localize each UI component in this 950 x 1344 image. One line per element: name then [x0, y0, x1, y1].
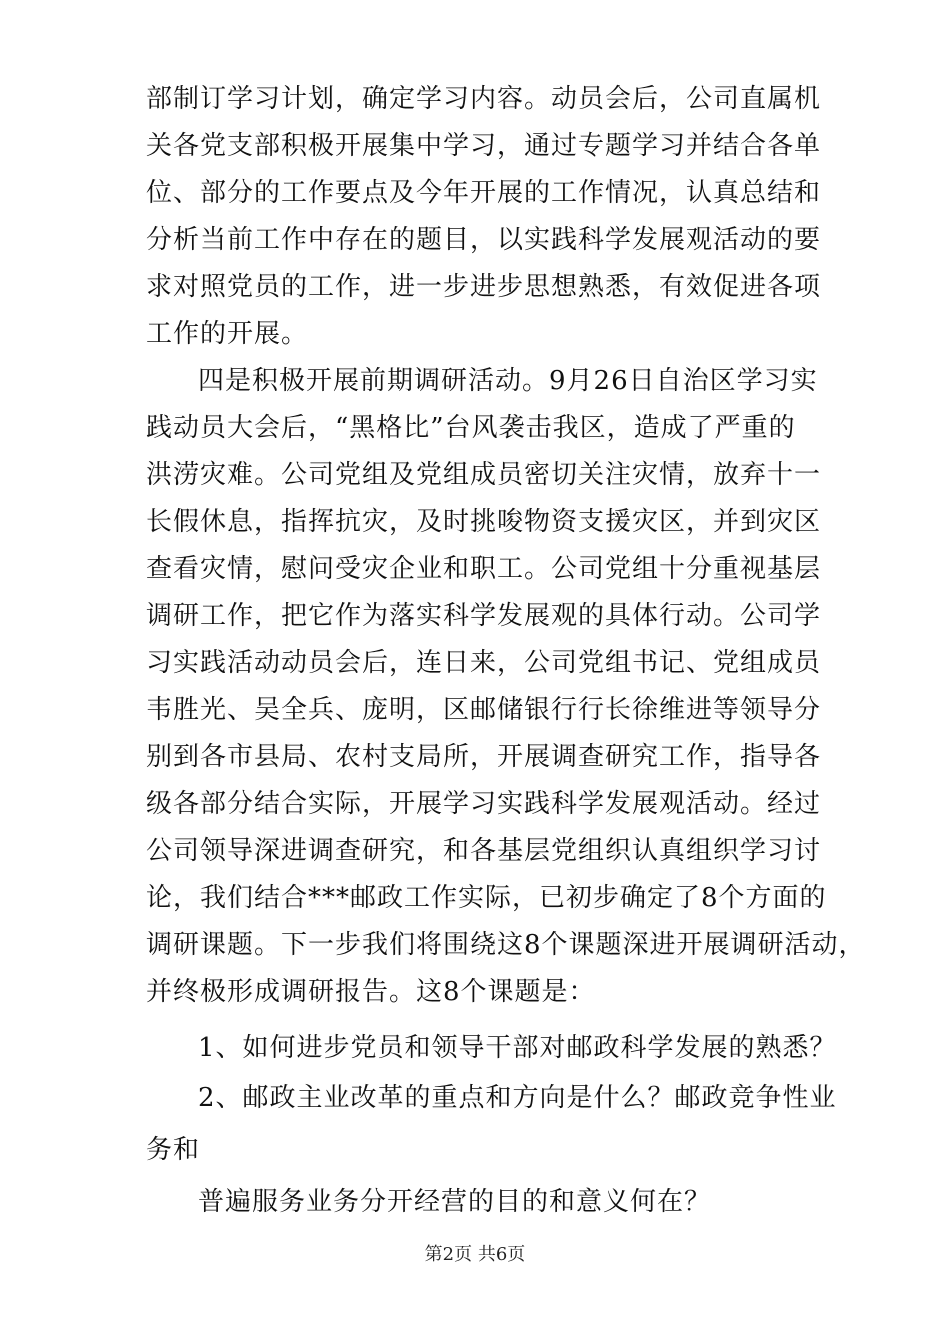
paragraph-line: 位、部分的工作要点及今年开展的工作情况，认真总结和: [146, 178, 822, 208]
paragraph-line: 查看灾情，慰问受灾企业和职工。公司党组十分重视基层: [146, 554, 822, 584]
paragraph-line: 调研工作，把它作为落实科学发展观的具体行动。公司学: [146, 601, 822, 631]
list-item: 1、如何进步党员和领导干部对邮政科学发展的熟悉？: [198, 1033, 837, 1063]
paragraph-line: 级各部分结合实际，开展学习实践科学发展观活动。经过: [146, 789, 822, 819]
paragraph-line: 求对照党员的工作，进一步进步思想熟悉，有效促进各项: [146, 272, 822, 302]
paragraph-line: 公司领导深进调查研究，和各基层党组织认真组织学习讨: [146, 836, 822, 866]
paragraph-line: 长假休息，指挥抗灾，及时挑唆物资支援灾区，并到灾区: [146, 507, 822, 537]
paragraph-line: 分析当前工作中存在的题目，以实践科学发展观活动的要: [146, 225, 822, 255]
paragraph-line: 部制订学习计划，确定学习内容。动员会后，公司直属机: [146, 84, 822, 114]
paragraph-line: 践动员大会后，“黑格比”台风袭击我区，造成了严重的: [146, 413, 796, 443]
paragraph-line: 务和: [146, 1135, 201, 1165]
paragraph-line: 调研课题。下一步我们将围绕这8个课题深进开展调研活动，: [146, 930, 866, 960]
paragraph-line: 洪涝灾难。公司党组及党组成员密切关注灾情，放弃十一: [146, 460, 822, 490]
paragraph-line: 四是积极开展前期调研活动。9月26日自治区学习实: [198, 366, 818, 396]
paragraph-line: 习实践活动动员会后，连日来，公司党组书记、党组成员: [146, 648, 822, 678]
list-item: 2、邮政主业改革的重点和方向是什么？邮政竞争性业: [198, 1083, 837, 1113]
paragraph-line: 别到各市县局、农村支局所，开展调查研究工作，指导各: [146, 742, 822, 772]
paragraph-line: 韦胜光、吴全兵、庞明，区邮储银行行长徐维进等领导分: [146, 695, 822, 725]
paragraph-line: 工作的开展。: [146, 319, 309, 349]
page-footer: 第2页 共6页: [424, 1244, 526, 1265]
paragraph-line: 论，我们结合***邮政工作实际，已初步确定了8个方面的: [146, 883, 827, 913]
paragraph-line: 普遍服务业务分开经营的目的和意义何在？: [198, 1187, 712, 1217]
paragraph-line: 并终极形成调研报告。这8个课题是：: [146, 977, 596, 1007]
paragraph-line: 关各党支部积极开展集中学习，通过专题学习并结合各单: [146, 131, 822, 161]
